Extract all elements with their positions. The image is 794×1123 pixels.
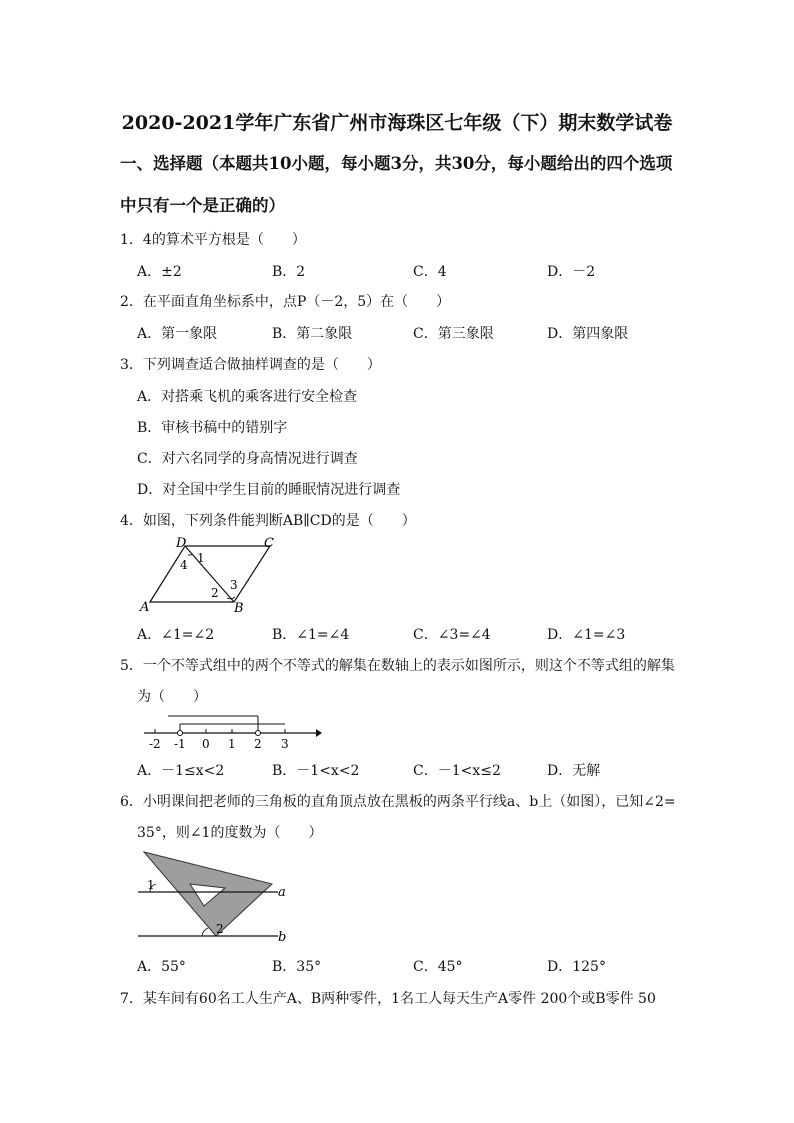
q4-option-b: B．∠1=∠4 [272, 627, 350, 643]
question-6-stem-line-1: 6．小明课间把老师的三角板的直角顶点放在黑板的两条平行线a、b上（如图），已知∠2= [120, 794, 676, 810]
q6-option-c: C．45° [413, 959, 463, 975]
q6-option-d: D．125° [547, 959, 606, 975]
angle-3-label: 3 [230, 578, 238, 592]
q6-option-a: A．55° [137, 959, 186, 975]
angle-2-label: 2 [216, 922, 224, 936]
question-6-stem-line-2: 35°，则∠1的度数为（ ） [137, 825, 323, 841]
angle-2-label: 2 [211, 586, 219, 600]
tick-label-neg1: -1 [174, 737, 186, 750]
question-5-stem-line-2: 为（ ） [137, 689, 207, 705]
number-line-figure [140, 708, 322, 750]
vertex-b-label: B [234, 601, 244, 616]
line-b-label: b [278, 930, 287, 945]
triangle-ruler-figure [130, 846, 292, 946]
q1-option-c: C．4 [413, 264, 447, 280]
angle-1-label: 1 [147, 878, 155, 892]
vertex-a-label: A [140, 600, 150, 615]
section-heading-line-1: 一、选择题（本题共10小题，每小题3分，共30分，每小题给出的四个选项 [120, 154, 673, 173]
angle-1-label: 1 [197, 551, 205, 565]
question-4-stem: 4．如图，下列条件能判断AB∥CD的是（ ） [120, 513, 416, 529]
q6-option-b: B．35° [272, 959, 322, 975]
q1-option-d: D．－2 [547, 264, 596, 280]
q2-option-a: A．第一象限 [137, 326, 218, 342]
vertex-c-label: C [264, 536, 274, 551]
q5-option-d: D．无解 [547, 763, 601, 779]
q5-option-b: B．－1<x<2 [272, 763, 360, 779]
tick-label-1: 1 [228, 737, 236, 750]
question-7-stem: 7．某车间有60名工人生产A、B两种零件，1名工人每天生产A零件 200个或B零件 50 [120, 991, 656, 1007]
tick-label-0: 0 [202, 737, 210, 750]
q5-option-a: A．－1≤x<2 [137, 763, 225, 779]
q4-option-a: A．∠1=∠2 [137, 627, 215, 643]
q3-option-a: A．对搭乘飞机的乘客进行安全检查 [137, 389, 358, 405]
question-2-stem: 2．在平面直角坐标系中，点P（－2，5）在（ ） [120, 294, 451, 310]
tick-label-2: 2 [254, 737, 262, 750]
q3-option-b: B．审核书稿中的错别字 [137, 420, 288, 436]
q1-option-a: A．±2 [137, 264, 182, 280]
q4-option-c: C．∠3=∠4 [413, 627, 491, 643]
parallelogram-figure [138, 534, 284, 616]
question-3-stem: 3．下列调查适合做抽样调查的是（ ） [120, 357, 381, 373]
section-heading-line-2: 中只有一个是正确的） [120, 196, 285, 215]
vertex-d-label: D [176, 536, 187, 551]
line-a-label: a [278, 885, 286, 900]
q3-option-c: C．对六名同学的身高情况进行调查 [137, 451, 358, 467]
question-1-stem: 1．4的算术平方根是（ ） [120, 232, 306, 248]
q5-option-c: C．－1<x≤2 [413, 763, 501, 779]
q4-option-d: D．∠1=∠3 [547, 627, 626, 643]
q1-option-b: B．2 [272, 264, 306, 280]
page-title: 2020-2021学年广东省广州市海珠区七年级（下）期末数学试卷 [121, 112, 673, 134]
question-5-stem-line-1: 5．一个不等式组中的两个不等式的解集在数轴上的表示如图所示，则这个不等式组的解集 [120, 658, 675, 674]
q3-option-d: D．对全国中学生目前的睡眠情况进行调查 [137, 482, 401, 498]
q2-option-d: D．第四象限 [547, 326, 629, 342]
angle-4-label: 4 [180, 558, 188, 572]
tick-label-neg2: -2 [149, 737, 161, 750]
q2-option-b: B．第二象限 [272, 326, 353, 342]
q2-option-c: C．第三象限 [413, 326, 494, 342]
tick-label-3: 3 [281, 737, 289, 750]
